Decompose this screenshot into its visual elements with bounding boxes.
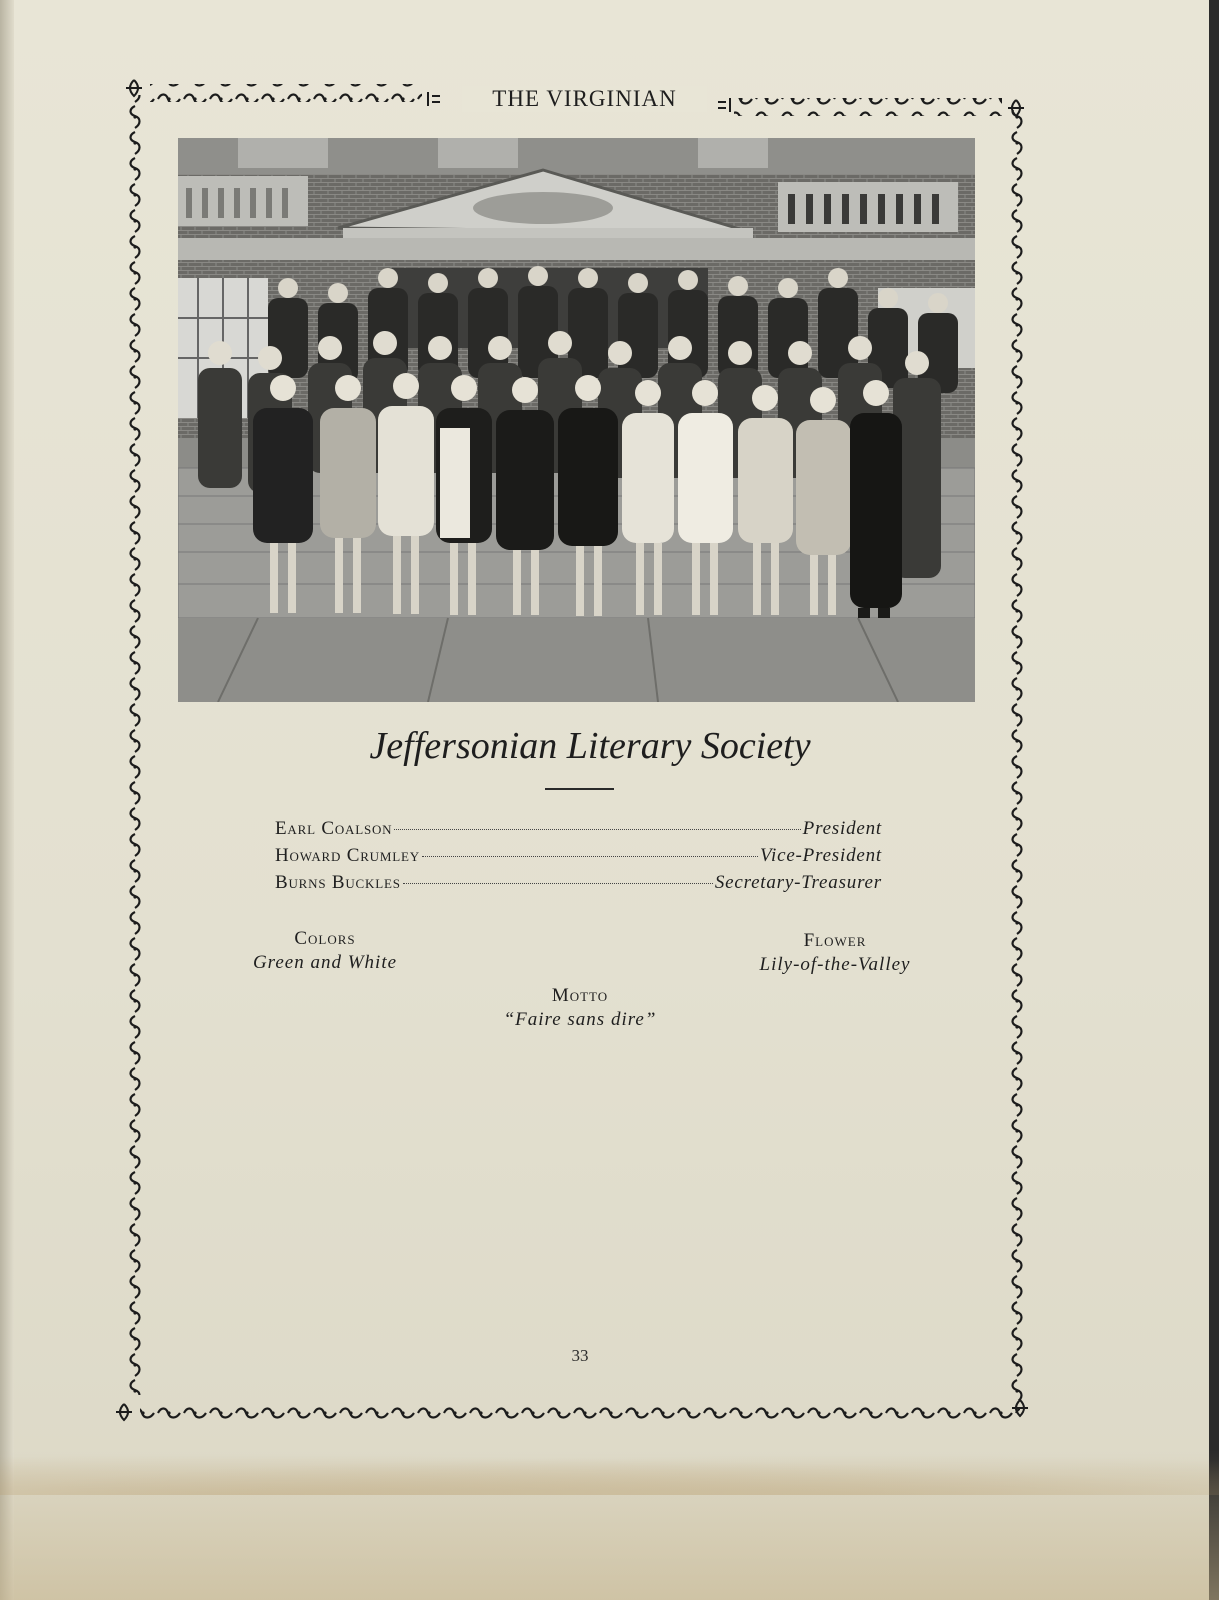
flower-block — [720, 930, 950, 976]
header-ornament-left — [428, 92, 440, 106]
running-header: THE VIRGINIAN — [462, 86, 707, 112]
border-bottom — [140, 1402, 1020, 1420]
officer-name: Earl Coalson — [275, 818, 393, 839]
group-photograph — [178, 138, 975, 702]
motto-value: “Faire sans dire” — [503, 1009, 657, 1030]
officer-office: Secretary-Treasurer — [714, 872, 882, 893]
officer-name: Howard Crumley — [275, 845, 420, 866]
officer-row — [275, 818, 882, 845]
corner-ornament-tl — [126, 80, 142, 96]
motto-block — [460, 985, 700, 1031]
colors-label: Colors — [294, 928, 356, 949]
border-right — [1010, 110, 1028, 1400]
section-title: Jeffersonian Literary Society — [369, 725, 811, 767]
border-top-right — [734, 98, 1002, 116]
dot-leader — [403, 883, 713, 884]
officers-list — [275, 818, 882, 899]
flower-value: Lily-of-the-Valley — [759, 954, 911, 975]
officer-row — [275, 872, 882, 899]
title-underline — [545, 788, 614, 790]
colors-block — [215, 928, 435, 974]
dot-leader — [394, 829, 800, 830]
dot-leader — [422, 856, 758, 857]
header-ornament-right — [718, 98, 730, 112]
officer-office: Vice-President — [760, 845, 882, 866]
corner-ornament-bl — [116, 1404, 132, 1420]
colors-value: Green and White — [252, 952, 398, 973]
officer-row — [275, 845, 882, 872]
flower-label: Flower — [803, 930, 867, 951]
officer-office: President — [802, 818, 882, 839]
page-number: 33 — [571, 1346, 589, 1365]
border-top-left — [150, 84, 422, 102]
border-left — [124, 95, 142, 1395]
officer-name: Burns Buckles — [275, 872, 401, 893]
motto-label: Motto — [551, 985, 609, 1006]
